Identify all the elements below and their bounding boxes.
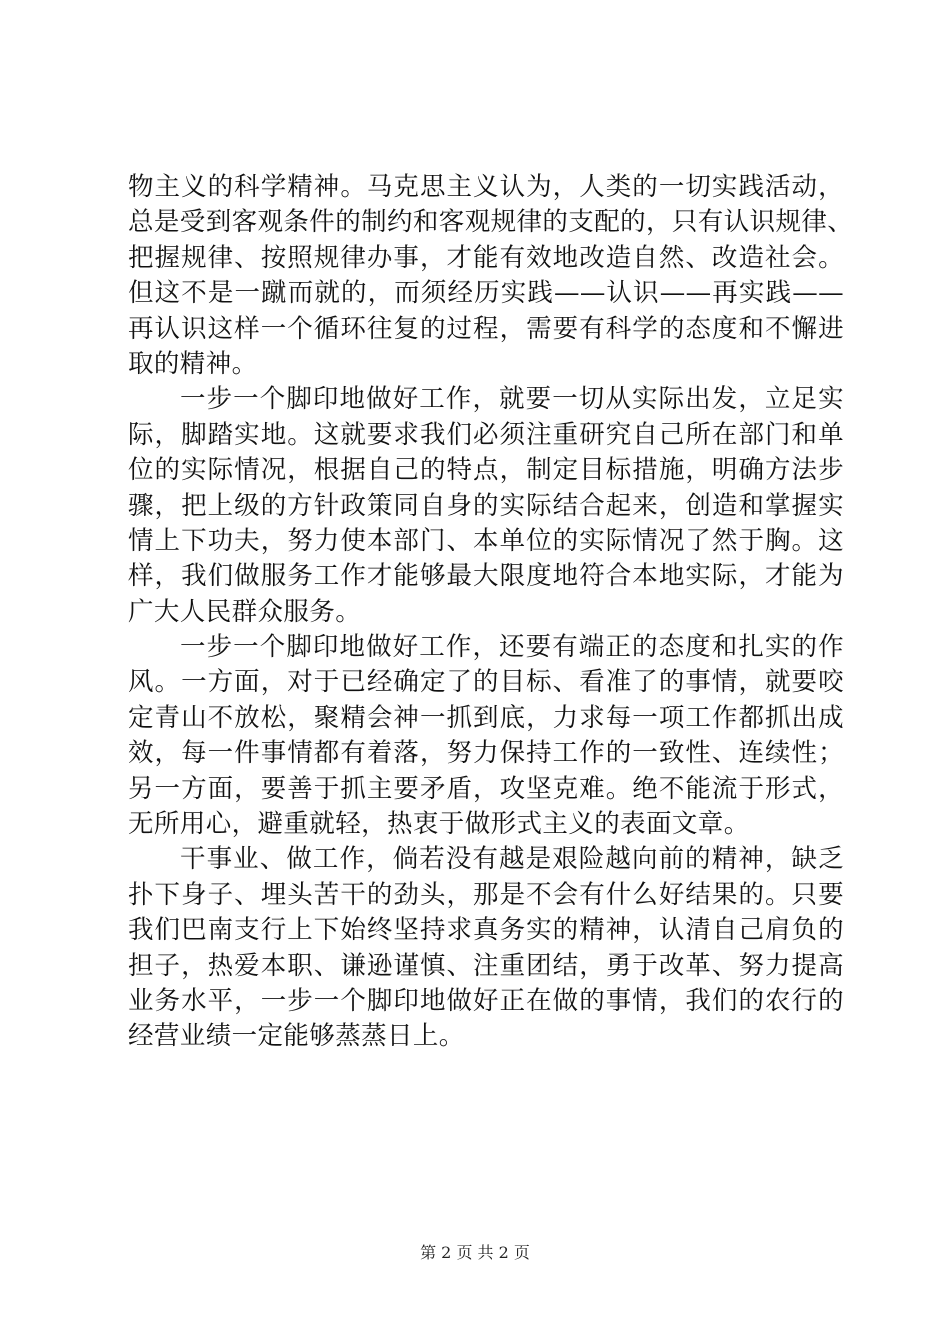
text-line: 位的实际情况，根据自己的特点，制定目标措施，明确方法步 <box>128 455 844 486</box>
text-line: 一步一个脚印地做好工作，还要有端正的态度和扎实的作 <box>180 632 844 663</box>
text-line: 取的精神。 <box>128 348 258 379</box>
text-line: 效，每一件事情都有着落，努力保持工作的一致性、连续性； <box>128 738 844 769</box>
text-line: 骤，把上级的方针政策同自身的实际结合起来，创造和掌握实 <box>128 490 844 521</box>
text-line: 扑下身子、埋头苦干的劲头，那是不会有什么好结果的。只要 <box>128 879 844 910</box>
text-line: 一步一个脚印地做好工作，就要一切从实际出发，立足实 <box>180 384 844 415</box>
text-line: 广大人民群众服务。 <box>128 596 362 627</box>
text-line: 把握规律、按照规律办事，才能有效地改造自然、改造社会。 <box>128 242 844 273</box>
text-line: 经营业绩一定能够蒸蒸日上。 <box>128 1021 465 1052</box>
text-line: 业务水平，一步一个脚印地做好正在做的事情，我们的农行的 <box>128 985 844 1016</box>
text-line: 但这不是一蹴而就的，而须经历实践——认识——再实践—— <box>128 278 844 309</box>
text-line: 风。一方面，对于已经确定了的目标、看准了的事情，就要咬 <box>128 667 844 698</box>
text-line: 干事业、做工作，倘若没有越是艰险越向前的精神，缺乏 <box>180 844 844 875</box>
text-line: 另一方面，要善于抓主要矛盾，攻坚克难。绝不能流于形式， <box>128 773 844 804</box>
text-line: 情上下功夫，努力使本部门、本单位的实际情况了然于胸。这 <box>128 525 844 556</box>
document-body <box>128 170 854 1055</box>
text-line: 际，脚踏实地。这就要求我们必须注重研究自己所在部门和单 <box>128 419 844 450</box>
text-line: 物主义的科学精神。马克思主义认为，人类的一切实践活动， <box>128 172 844 202</box>
text-line: 我们巴南支行上下始终坚持求真务实的精神，认清自己肩负的 <box>128 915 844 946</box>
text-line: 样，我们做服务工作才能够最大限度地符合本地实际，才能为 <box>128 561 844 592</box>
text-line: 无所用心，避重就轻，热衷于做形式主义的表面文章。 <box>128 809 750 840</box>
text-line: 担子，热爱本职、谦逊谨慎、注重团结，勇于改革、努力提高 <box>128 950 844 981</box>
text-line: 再认识这样一个循环往复的过程，需要有科学的态度和不懈进 <box>128 313 844 344</box>
text-line: 总是受到客观条件的制约和客观规律的支配的，只有认识规律、 <box>128 207 854 238</box>
text-line: 定青山不放松，聚精会神一抓到底，力求每一项工作都抓出成 <box>128 702 844 733</box>
page-number-footer: 第 2 页 共 2 页 <box>420 1243 530 1262</box>
